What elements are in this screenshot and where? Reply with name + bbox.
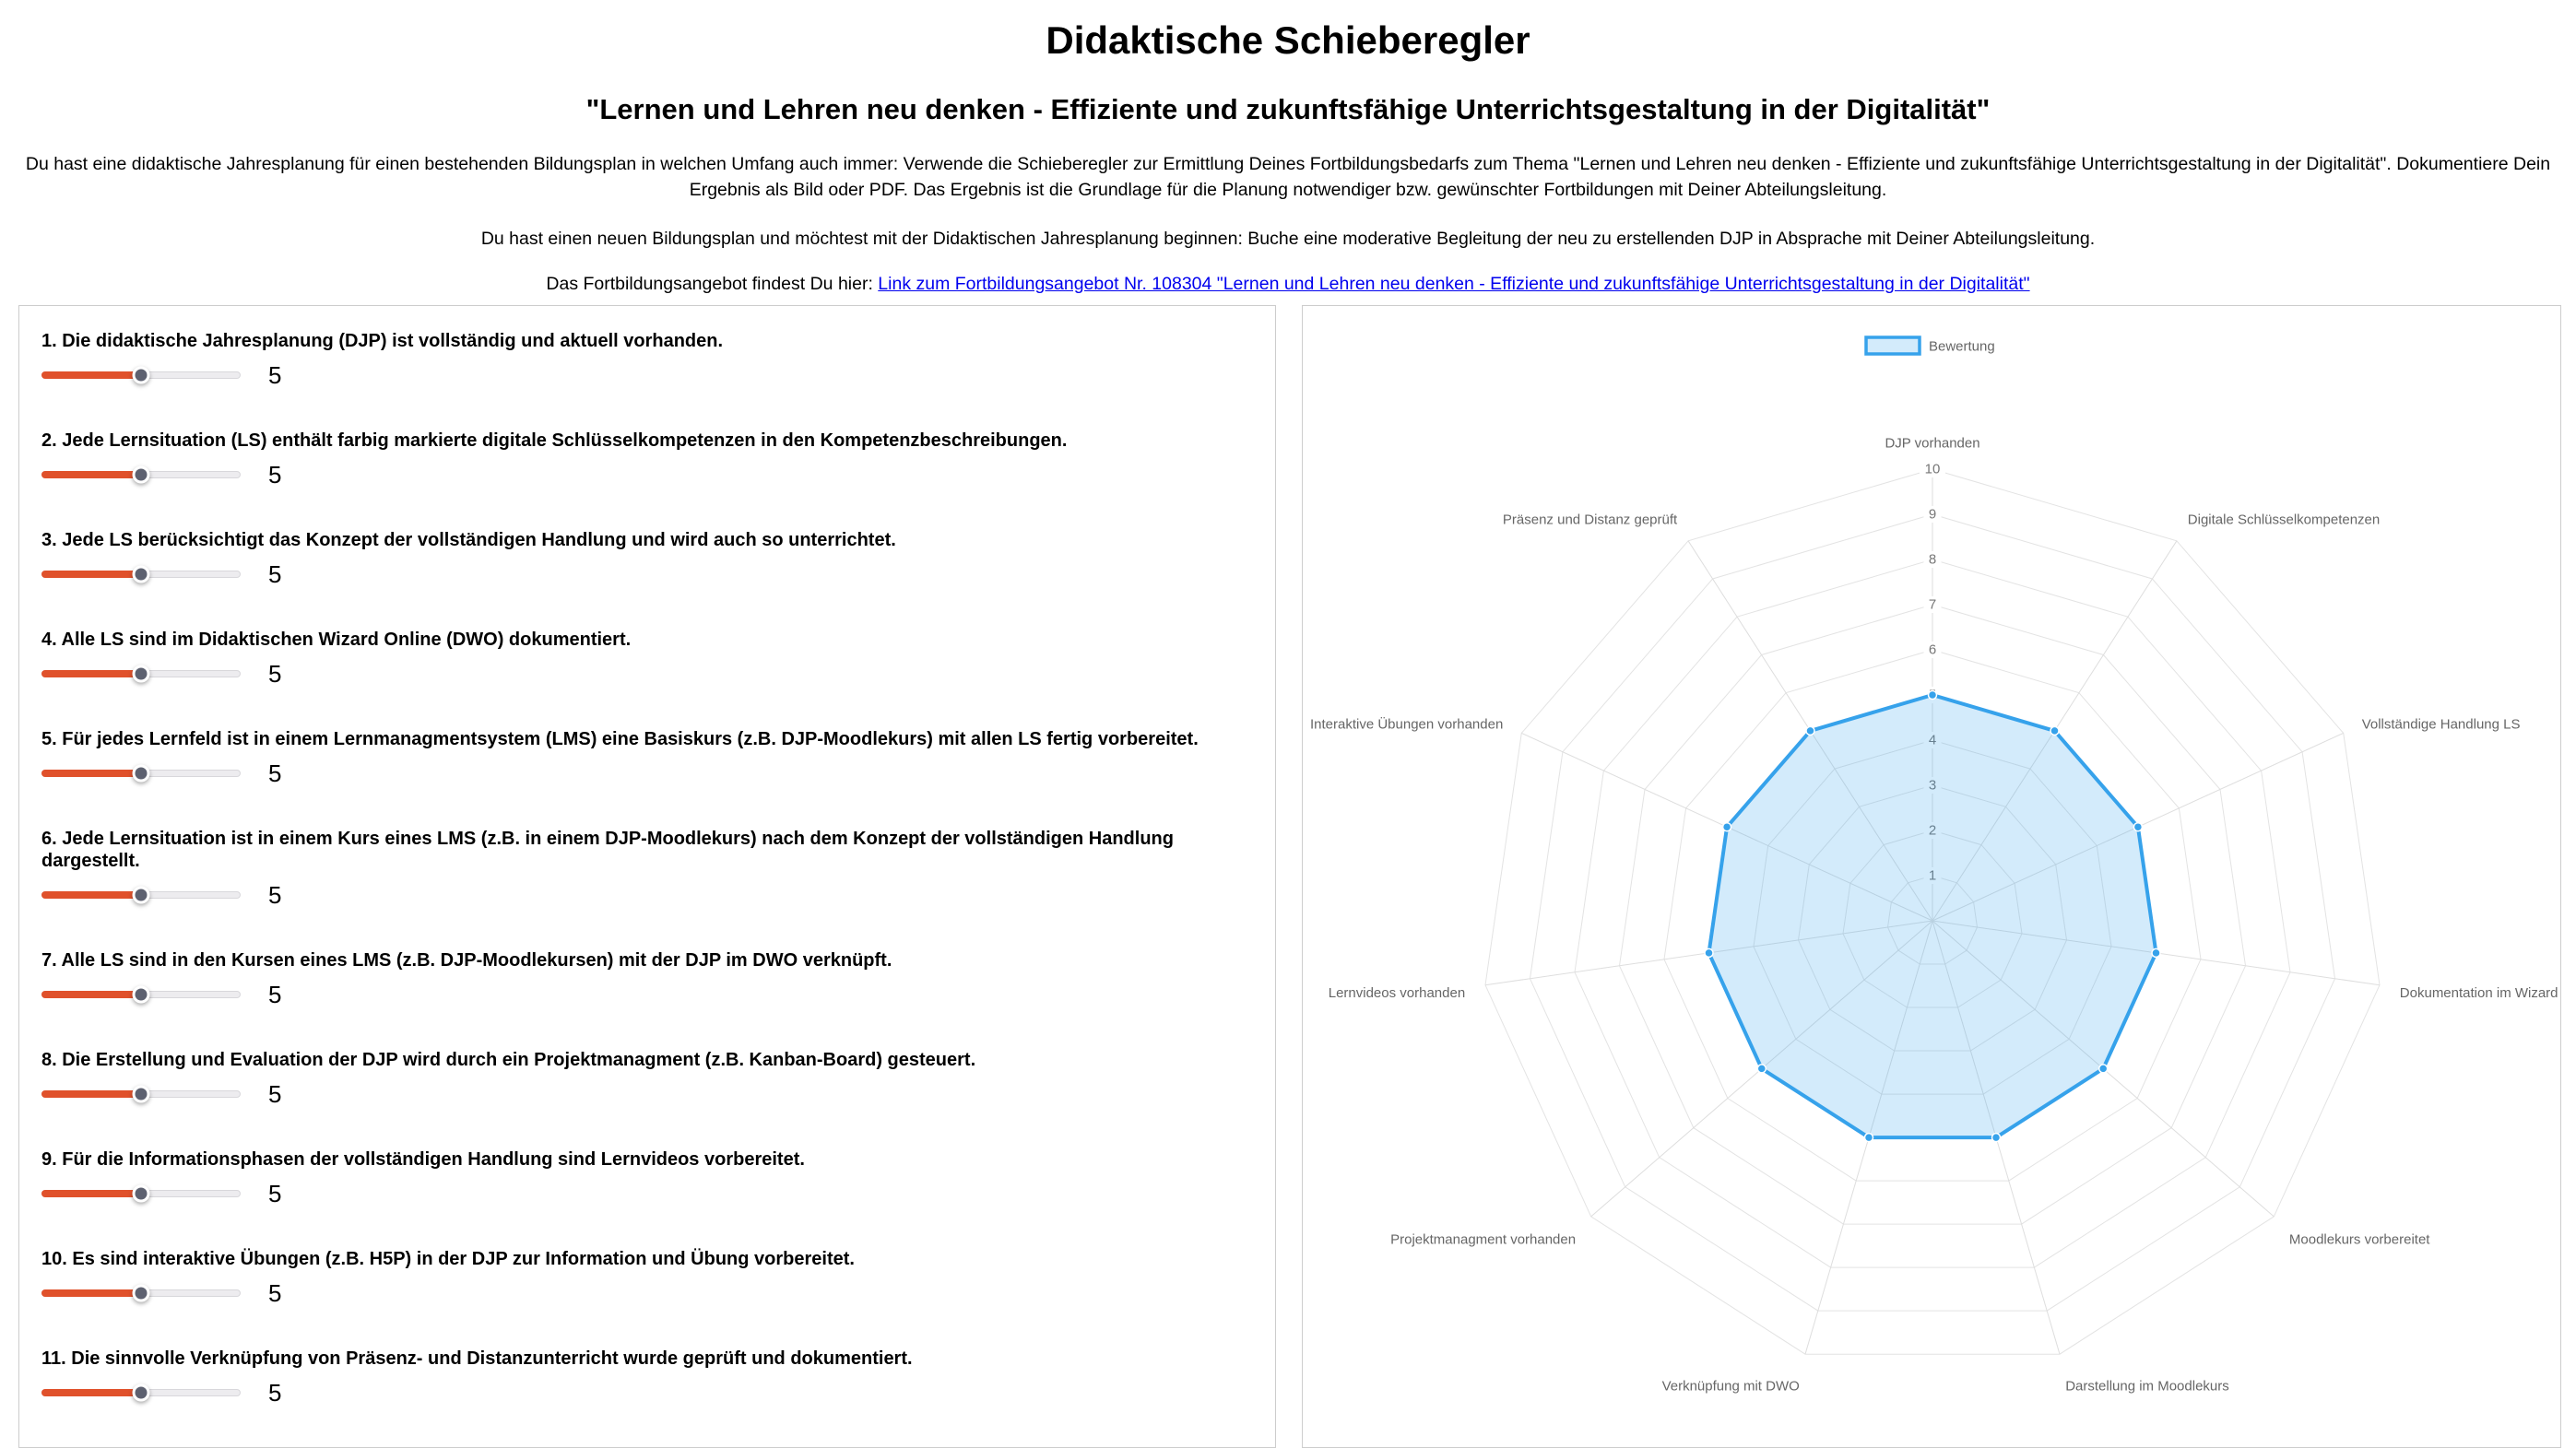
slider-value: 5 [268, 980, 282, 1008]
legend-item-bewertung[interactable] [1866, 337, 1995, 355]
slider-row [41, 761, 1229, 785]
slider-value: 5 [268, 659, 282, 688]
slider-value: 5 [268, 759, 282, 787]
slider-item [41, 1148, 1229, 1206]
slider-item [41, 430, 1229, 487]
page-title: Didaktische Schieberegler [1046, 18, 1530, 62]
radar-data-point [1992, 1134, 2001, 1142]
slider-label: 1. Die didaktische Jahresplanung (DJP) ist vollständig und aktuell vorhanden. [41, 331, 724, 351]
radar-data-point [1723, 823, 1731, 831]
slider-row [41, 559, 1229, 588]
slider-thumb[interactable] [133, 1185, 150, 1203]
slider-row [41, 1179, 1229, 1207]
legend-label: Bewertung [1929, 338, 1995, 355]
tick-label: 8 [1928, 551, 1937, 568]
slider-label: 7. Alle LS sind in den Kursen eines LMS (z.B. DJP-Moodlekursen) mit der DJP im DWO verknüpft. [41, 950, 892, 971]
radar-data-point [1806, 726, 1814, 735]
slider-thumb[interactable] [133, 887, 150, 904]
slider-fill [41, 1190, 141, 1197]
slider-thumb[interactable] [133, 566, 150, 583]
radar-chart-panel [1302, 305, 2561, 1448]
slider-fill [41, 571, 141, 578]
radar-category-label: Moodlekurs vorbereitet [2288, 1231, 2430, 1248]
radar-data-point [1757, 1065, 1766, 1073]
slider-fill [41, 471, 141, 478]
content-panels [18, 305, 2561, 1441]
slider-item [41, 629, 1229, 686]
slider-track[interactable] [41, 891, 241, 899]
slider-track[interactable] [41, 571, 241, 578]
radar-category-label: Interaktive Übungen vorhanden [1309, 716, 1504, 733]
link-prefix-text: Das Fortbildungsangebot findest Du hier: [546, 274, 879, 295]
radar-data-point [1705, 948, 1713, 957]
slider-row [41, 1378, 1229, 1407]
slider-track[interactable] [41, 471, 241, 478]
slider-label: 4. Alle LS sind im Didaktischen Wizard Online (DWO) dokumentiert. [41, 630, 632, 650]
slider-fill [41, 1389, 141, 1396]
slider-track[interactable] [41, 670, 241, 677]
slider-thumb[interactable] [133, 367, 150, 384]
slider-track[interactable] [41, 371, 241, 379]
slider-item [41, 828, 1229, 907]
fortbildungsangebot-link[interactable]: Link zum Fortbildungsangebot Nr. 108304 "Lernen und Lehren neu denken - Effiziente und zukunftsfähige Unterrichtsgestaltung in der Digitalität" [878, 274, 2030, 295]
radar-data-point [2099, 1065, 2108, 1073]
slider-track[interactable] [41, 770, 241, 777]
slider-thumb[interactable] [133, 1285, 150, 1302]
radar-data-point [1865, 1134, 1873, 1142]
slider-label: 5. Für jedes Lernfeld ist in einem Lernmanagmentsystem (LMS) eine Basiskurs (z.B. DJP-Moodlekurs) mit allen LS fertig vorbereitet. [41, 729, 1199, 749]
slider-value: 5 [268, 559, 282, 588]
intro-paragraph-2: Du hast einen neuen Bildungsplan und möchtest mit der Didaktischen Jahresplanung beginnen: Buche eine moderative Begleitung der neu zu erstellenden DJP in Absprache mit Deiner Abteilungsleitung. [480, 229, 2096, 250]
slider-item [41, 1049, 1229, 1106]
slider-row [41, 980, 1229, 1008]
radar-chart [1303, 306, 2560, 1447]
slider-fill [41, 1289, 141, 1297]
slider-value: 5 [268, 1278, 282, 1307]
radar-data-point [2050, 726, 2059, 735]
tick-label: 9 [1928, 506, 1937, 523]
slider-track[interactable] [41, 991, 241, 998]
slider-fill [41, 991, 141, 998]
page-header [0, 18, 2576, 298]
slider-label: 9. Für die Informationsphasen der vollständigen Handlung sind Lernvideos vorbereitet. [41, 1149, 805, 1170]
slider-value: 5 [268, 460, 282, 489]
slider-track[interactable] [41, 1190, 241, 1197]
slider-item [41, 330, 1229, 387]
radar-category-label: Projektmanagment vorhanden [1390, 1231, 1577, 1248]
slider-row [41, 880, 1229, 909]
slider-item [41, 1348, 1229, 1405]
slider-thumb[interactable] [133, 986, 150, 1004]
radar-category-label: Vollständige Handlung LS [2361, 716, 2521, 733]
legend-swatch [1866, 337, 1920, 354]
intro-link-line [25, 272, 2551, 297]
slider-thumb[interactable] [133, 1086, 150, 1103]
slider-row [41, 1079, 1229, 1108]
radar-category-label: Präsenz und Distanz geprüft [1502, 512, 1678, 528]
tick-label: 10 [1924, 461, 1941, 477]
slider-label: 2. Jede Lernsituation (LS) enthält farbig markierte digitale Schlüsselkompetenzen in den Kompetenzbeschreibungen. [41, 430, 1068, 451]
slider-label: 8. Die Erstellung und Evaluation der DJP wird durch ein Projektmanagment (z.B. Kanban-Board) gesteuert. [41, 1050, 976, 1070]
slider-fill [41, 770, 141, 777]
slider-fill [41, 891, 141, 899]
slider-row [41, 360, 1229, 389]
slider-value: 5 [268, 880, 282, 909]
slider-item [41, 529, 1229, 586]
radar-category-label: Verknüpfung mit DWO [1661, 1378, 1800, 1395]
slider-fill [41, 371, 141, 379]
radar-data-point [2152, 948, 2160, 957]
radar-category-label: Darstellung im Moodlekurs [2065, 1378, 2229, 1395]
slider-item [41, 949, 1229, 1007]
radar-category-label: Digitale Schlüsselkompetenzen [2187, 512, 2381, 528]
slider-fill [41, 670, 141, 677]
slider-value: 5 [268, 1378, 282, 1407]
radar-data-polygon [1709, 695, 2157, 1137]
slider-value: 5 [268, 360, 282, 389]
tick-label: 6 [1928, 642, 1937, 658]
slider-thumb[interactable] [133, 765, 150, 783]
slider-item [41, 1248, 1229, 1305]
radar-category-label: DJP vorhanden [1885, 435, 1980, 452]
slider-thumb[interactable] [133, 665, 150, 683]
slider-fill [41, 1090, 141, 1098]
slider-thumb[interactable] [133, 1384, 150, 1402]
slider-value: 5 [268, 1079, 282, 1108]
slider-row [41, 460, 1229, 489]
radar-data-point [2133, 823, 2142, 831]
slider-thumb[interactable] [133, 466, 150, 484]
slider-track[interactable] [41, 1389, 241, 1396]
slider-label: 3. Jede LS berücksichtigt das Konzept der vollständigen Handlung und wird auch so unterrichtet. [41, 530, 896, 550]
sliders-panel [18, 305, 1276, 1448]
slider-label: 6. Jede Lernsituation ist in einem Kurs eines LMS (z.B. in einem DJP-Moodlekurs) nach dem Konzept der vollständigen Handlung dargestellt. [41, 829, 1174, 871]
radar-data-point [1929, 691, 1937, 700]
slider-value: 5 [268, 1179, 282, 1207]
slider-row [41, 659, 1229, 688]
slider-item [41, 728, 1229, 785]
slider-label: 10. Es sind interaktive Übungen (z.B. H5P) in der DJP zur Information und Übung vorbereitet. [41, 1249, 855, 1269]
slider-track[interactable] [41, 1090, 241, 1098]
radar-category-label: Lernvideos vorhanden [1328, 984, 1466, 1001]
tick-label: 7 [1928, 596, 1937, 613]
slider-row [41, 1278, 1229, 1307]
radar-category-label: Dokumentation im Wizard [2399, 984, 2558, 1001]
slider-label: 11. Die sinnvolle Verknüpfung von Präsenz- und Distanzunterricht wurde geprüft und dokumentiert. [41, 1348, 913, 1369]
slider-track[interactable] [41, 1289, 241, 1297]
intro-paragraph-1: Du hast eine didaktische Jahresplanung für einen bestehenden Bildungsplan in welchen Umfang auch immer: Verwende die Schieberegler zur Ermittlung Deines Fortbildungsbedarfs zum Thema "Lernen und Lehren neu denken - Effiziente und zukunftsfähige Unterrichtsgestaltung in der Digitalität". Dokumentiere Dein Ergebnis als Bild oder PDF. Das Ergebnis ist die Grundlage für die Planung notwendiger bzw. gewünschter Fortbildungen mit Deiner Abteilungsleitung. [25, 154, 2551, 200]
page-subtitle: "Lernen und Lehren neu denken - Effiziente und zukunftsfähige Unterrichtsgestaltung in der Digitalität" [585, 93, 1991, 126]
